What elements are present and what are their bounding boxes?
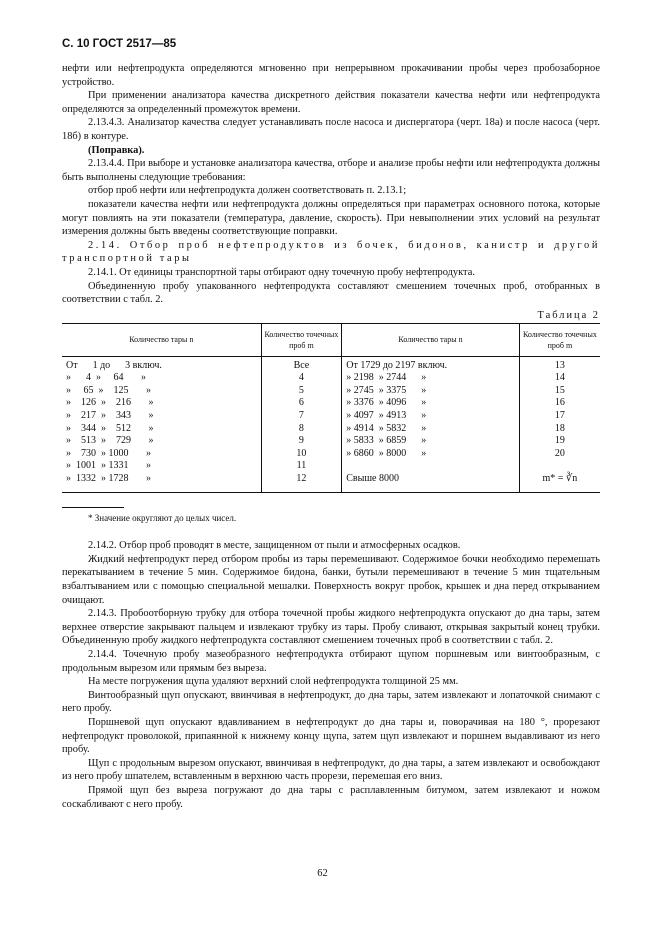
top-paragraph: показатели качества нефти или нефтепродукта должны определяться при параметрах основного потока, которые могут повлиять на эти показатели (температура, давление, скорость). При невыполнении этих условий на результат измерения должны быть введены соответствующие поправки.: [62, 198, 600, 238]
table-cell: » 6860 » 8000 »: [342, 448, 520, 461]
table-cell: 11: [261, 460, 342, 473]
table-cell: 10: [261, 448, 342, 461]
table-cell: » 2745 » 3375 »: [342, 385, 520, 398]
bottom-paragraph: На месте погружения щупа удаляют верхний слой нефтепродукта толщиной 25 мм.: [88, 676, 459, 688]
table-cell: 7: [261, 410, 342, 423]
bottom-paragraph: 2.14.2. Отбор проб проводят в месте, защищенном от пыли и атмосферных осадков.: [88, 540, 461, 552]
table-cell: 13: [554, 359, 565, 371]
table-cell: 15: [554, 384, 565, 396]
footnote: * Значение округляют до целых чисел.: [88, 512, 237, 523]
bottom-paragraph: Поршневой щуп опускают вдавливанием в нефтепродукт до дна тары и, поворачивая на 180 °, прорезают нефтепродукт проволокой, припаянной к нижнему концу щупа, затем щуп извлекают и поршнем выдавливают из него пробу.: [62, 716, 600, 756]
table-cell: 19: [554, 435, 565, 447]
table-body: [62, 356, 600, 492]
table-cell: Свыше 8000: [342, 473, 520, 492]
table-cell: 18: [554, 422, 565, 434]
bottom-paragraph: Винтообразный щуп опускают, ввинчивая в нефтепродукт, до дна тары, затем извлекают и лопаточкой снимают с него пробу.: [62, 689, 600, 715]
col3-header: Количество тары n: [342, 323, 520, 356]
document-page: [62, 38, 600, 811]
top-paragraph: 2.14. Отбор проб нефтепродуктов из бочек, бидонов, канистр и другой транспортной тары: [62, 239, 600, 265]
page-header: С. 10 ГОСТ 2517—85: [62, 38, 177, 50]
table-row: [62, 372, 600, 385]
table-cell: » 3376 » 4096 »: [342, 397, 520, 410]
top-paragraph: 2.13.4.4. При выборе и установке анализатора качества, отборе и анализе пробы нефти или нефтепродукта должны быть выполнены следующие требования:: [62, 158, 600, 183]
table-cell: m* = ∛n: [519, 473, 600, 492]
bottom-paragraph: 2.14.3. Пробоотборную трубку для отбора точечной пробы жидкого нефтепродукта опускают до дна тары, затем верхнее отверстие закрывают пальцем и извлекают трубку из тары. Пробу сливают, открывая закрытый конец трубки. Объединенную пробу жидкого нефтепродукта составляют смешением точечных проб в соответствии с табл. 2.: [62, 608, 600, 647]
table-cell: » 2198 » 2744 »: [342, 372, 520, 385]
top-paragraph: нефти или нефтепродукта определяются мгновенно при непрерывном прокачивании пробы через пробозаборное устройство.: [62, 63, 600, 88]
table-row: [62, 448, 600, 461]
table-row: [62, 460, 600, 473]
table-cell: 20: [554, 447, 565, 459]
table-cell: 6: [261, 397, 342, 410]
table-row: [62, 423, 600, 436]
top-paragraph: При применении анализатора качества дискретного действия показатели качества нефти или нефтепродукта определяются за определенный промежуток времени.: [62, 90, 600, 115]
table-cell: » 4097 » 4913 »: [342, 410, 520, 423]
top-paragraph: (Поправка).: [88, 144, 145, 156]
table-cell: От 1729 до 2197 включ.: [342, 356, 520, 372]
table-cell: [342, 460, 520, 473]
table-row: [62, 356, 600, 372]
table-caption: Таблица 2: [537, 309, 600, 321]
bottom-paragraph: 2.14.4. Точечную пробу мазеобразного нефтепродукта отбирают щупом поршневым или винтообразным, с продольным вырезом или прямым без выреза.: [62, 648, 600, 674]
bottom-paragraph: Жидкий нефтепродукт перед отбором пробы из тары перемешивают. Содержимое бочки необходимо перемешать перекатыванием в течение 5 мин. Содержимое бидона, банки, бутыли перемешивают в течение 5 мин тщательным взбалтыванием или с помощью специальной мешалки. Поверхность вокруг пробок, крышек и дна перед открыванием очищают.: [62, 553, 600, 606]
table-cell: » 65 » 125 »: [62, 385, 261, 398]
table-cell: 16: [554, 397, 565, 409]
table-row: [62, 410, 600, 423]
top-paragraphs: [62, 62, 600, 307]
table-cell: » 126 » 216 »: [62, 397, 261, 410]
table-cell: » 4914 » 5832 »: [342, 423, 520, 436]
table-cell: 5: [261, 385, 342, 398]
table-cell: [519, 460, 600, 473]
top-paragraph: 2.13.4.3. Анализатор качества следует устанавливать после насоса и диспергатора (черт. 18а) и после насоса (черт. 18б) в контуре.: [62, 117, 600, 142]
table-cell: » 5833 » 6859 »: [342, 435, 520, 448]
table-2: [62, 323, 600, 493]
table-row: [62, 385, 600, 398]
top-paragraph: 2.14.1. От единицы транспортной тары отбирают одну точечную пробу нефтепродукта.: [88, 266, 475, 278]
table-row: [62, 473, 600, 492]
bottom-paragraphs: [62, 539, 600, 811]
table-cell: » 1332 » 1728 »: [62, 473, 261, 492]
table-cell: » 1001 » 1331 »: [62, 460, 261, 473]
table-row: [62, 435, 600, 448]
table-cell: 14: [554, 372, 565, 384]
table-row: [62, 397, 600, 410]
table-cell: Все: [261, 356, 342, 372]
col2-header: Количество точечных проб m: [261, 323, 342, 356]
col1-header: Количество тары n: [62, 323, 261, 356]
table-cell: 9: [261, 435, 342, 448]
table-cell: 17: [554, 410, 565, 422]
table-cell: 8: [261, 423, 342, 436]
top-paragraph: отбор проб нефти или нефтепродукта должен соответствовать п. 2.13.1;: [88, 185, 407, 197]
footnote-rule: [62, 507, 124, 508]
top-paragraph: Объединенную пробу упакованного нефтепродукта составляют смешением точечных проб, отобранных в соответствии с табл. 2.: [62, 280, 600, 306]
table-cell: » 217 » 343 »: [62, 410, 261, 423]
table-cell: От 1 до 3 включ.: [62, 356, 261, 372]
table-cell: » 4 » 64 »: [62, 372, 261, 385]
bottom-paragraph: Прямой щуп без выреза погружают до дна тары с расплавленным битумом, затем извлекают и ножом соскабливают с него пробу.: [62, 784, 600, 810]
table-cell: » 730 » 1000 »: [62, 448, 261, 461]
table-cell: 4: [261, 372, 342, 385]
bottom-paragraph: Щуп с продольным вырезом опускают, ввинчивая в нефтепродукт, до дна тары, а затем извлекают и освобождают из него пробу шпателем, вставленным в верхнюю часть прорези, перемешая его вниз.: [62, 757, 600, 783]
col4-header: Количество точечных проб m: [519, 323, 600, 356]
table-cell: 12: [261, 473, 342, 492]
table-cell: » 344 » 512 »: [62, 423, 261, 436]
table-cell: » 513 » 729 »: [62, 435, 261, 448]
page-number: 62: [317, 868, 328, 879]
